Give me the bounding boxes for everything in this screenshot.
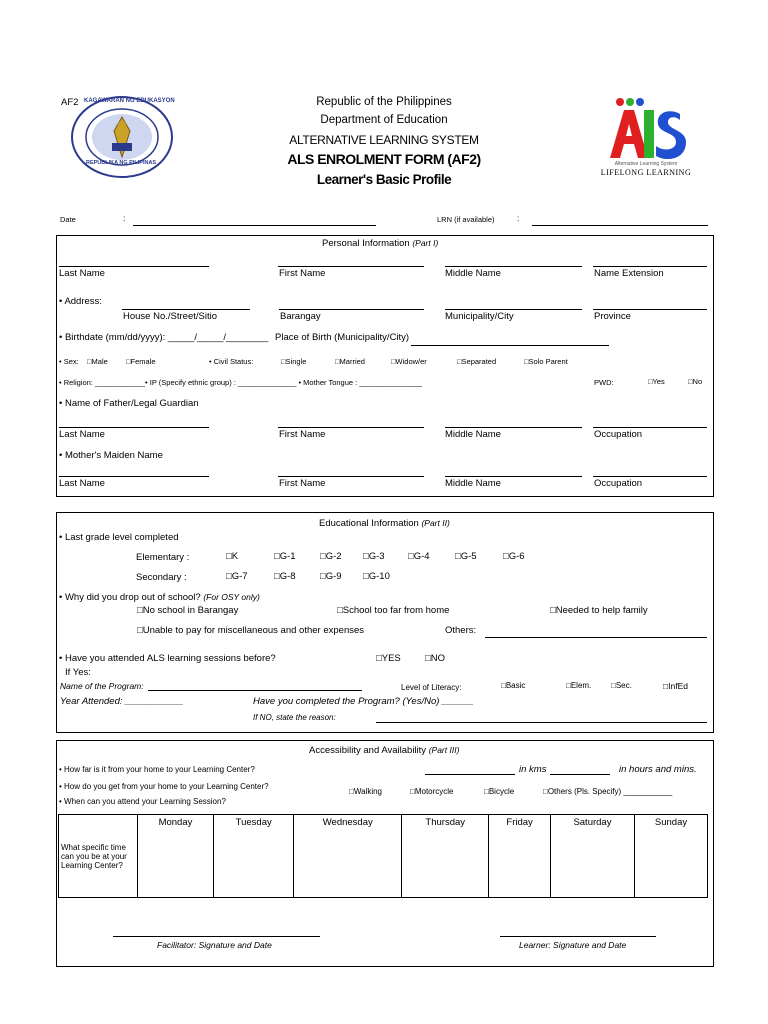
others-transport-checkbox[interactable]: □Others (Pls. Specify) ___________ (543, 787, 673, 796)
literacy-label: Level of Literacy: (401, 683, 462, 692)
header-line3: ALTERNATIVE LEARNING SYSTEM (289, 133, 479, 147)
secondary-label: Secondary : (136, 572, 187, 583)
municipality-label: Municipality/City (445, 311, 514, 322)
part2-title: Educational Information (Part II) (319, 518, 450, 529)
no-school-checkbox[interactable]: □No school in Barangay (137, 605, 239, 616)
civil-status-label: • Civil Status: (209, 357, 254, 366)
middle-name-input[interactable] (445, 266, 582, 267)
unable-pay-checkbox[interactable]: □Unable to pay for miscellaneous and other expenses (137, 625, 365, 636)
completed-field[interactable]: Have you completed the Program? (Yes/No) ______ (253, 696, 474, 707)
name-ext-input[interactable] (593, 266, 707, 267)
attended-label: • Have you attended ALS learning sessions before? (59, 653, 276, 664)
schedule-table (58, 814, 708, 898)
date-label: Date (60, 215, 76, 224)
mother-first-input[interactable] (278, 476, 424, 477)
part1-title: Personal Information (Part I) (322, 238, 439, 249)
guardian-middle-label: Middle Name (445, 429, 501, 440)
address-label: • Address: (59, 296, 102, 307)
if-yes-label: If Yes: (65, 667, 91, 678)
guardian-label: • Name of Father/Legal Guardian (59, 398, 199, 409)
motorcycle-checkbox[interactable]: □Motorcycle (410, 787, 454, 796)
widower-checkbox[interactable]: □Widow/er (391, 357, 427, 366)
guardian-occupation-input[interactable] (593, 427, 707, 428)
grade-5-checkbox[interactable]: □G-5 (455, 551, 477, 562)
schedule-wednesday[interactable]: Wednesday (294, 815, 402, 898)
header-line2: Department of Education (320, 114, 448, 126)
elem-checkbox[interactable]: □Elem. (566, 681, 592, 690)
lrn-input[interactable] (532, 225, 708, 226)
how-far-label: • How far is it from your home to your Learning Center? (59, 765, 255, 774)
guardian-middle-input[interactable] (445, 427, 582, 428)
grade-9-checkbox[interactable]: □G-9 (320, 571, 342, 582)
married-checkbox[interactable]: □Married (335, 357, 365, 366)
learner-label: Learner: Signature and Date (519, 940, 627, 950)
in-kms-label: in kms (519, 764, 547, 775)
als-tagline: LIFELONG LEARNING (600, 168, 692, 177)
time-question-label: What specific time can you be at your Learning Center? (59, 815, 138, 898)
province-input[interactable] (593, 309, 707, 310)
religion-ip-tongue-field[interactable]: • Religion: ____________• IP (Specify ethnic group) : ______________ • Mother Tongue : _______________ (59, 378, 422, 387)
province-label: Province (594, 311, 631, 322)
if-no-label: If NO, state the reason: (253, 713, 336, 722)
if-no-reason-input[interactable] (376, 722, 707, 723)
middle-name-label: Middle Name (445, 268, 501, 279)
municipality-input[interactable] (445, 309, 582, 310)
form-subtitle: Learner's Basic Profile (316, 172, 452, 187)
walking-checkbox[interactable]: □Walking (349, 787, 382, 796)
name-ext-label: Name Extension (594, 268, 664, 279)
barangay-label: Barangay (280, 311, 321, 322)
when-label: • When can you attend your Learning Session? (59, 797, 226, 806)
guardian-occupation-label: Occupation (594, 429, 643, 440)
form-title: ALS ENROLMENT FORM (AF2) (287, 151, 481, 167)
guardian-first-input[interactable] (278, 427, 424, 428)
separated-checkbox[interactable]: □Separated (457, 357, 497, 366)
grade-k-checkbox[interactable]: □K (226, 551, 239, 562)
pwd-no-checkbox[interactable]: □No (688, 377, 703, 386)
pwd-label: PWD: (594, 378, 614, 387)
program-name-input[interactable] (148, 690, 362, 691)
guardian-last-input[interactable] (59, 427, 209, 428)
mother-occupation-input[interactable] (593, 476, 707, 477)
basic-checkbox[interactable]: □Basic (501, 681, 526, 690)
single-checkbox[interactable]: □Single (281, 357, 307, 366)
help-family-checkbox[interactable]: □Needed to help family (550, 605, 648, 616)
grade-2-checkbox[interactable]: □G-2 (320, 551, 342, 562)
seal-bottom-text: REPUBLIKA NG PILIPINAS (86, 160, 157, 166)
grade-1-checkbox[interactable]: □G-1 (274, 551, 296, 562)
others-input[interactable] (485, 637, 707, 638)
too-far-checkbox[interactable]: □School too far from home (337, 605, 450, 616)
mother-last-input[interactable] (59, 476, 209, 477)
facilitator-signature-input[interactable] (113, 936, 320, 937)
barangay-input[interactable] (279, 309, 424, 310)
grade-4-checkbox[interactable]: □G-4 (408, 551, 430, 562)
sec-checkbox[interactable]: □Sec. (611, 681, 632, 690)
how-get-label: • How do you get from your home to your Learning Center? (59, 782, 269, 791)
date-input[interactable] (133, 225, 376, 226)
schedule-friday[interactable]: Friday (489, 815, 550, 898)
house-label: House No./Street/Sitio (123, 311, 217, 322)
year-attended-field[interactable]: Year Attended: ___________ (60, 696, 184, 707)
learner-signature-input[interactable] (500, 936, 656, 937)
solo-parent-checkbox[interactable]: □Solo Parent (524, 357, 568, 366)
guardian-first-label: First Name (279, 429, 326, 440)
schedule-saturday[interactable]: Saturday (550, 815, 634, 898)
grade-7-checkbox[interactable]: □G-7 (226, 571, 248, 582)
deped-seal-icon (70, 95, 174, 179)
part3-title: Accessibility and Availability (Part III) (309, 745, 460, 756)
sex-label: • Sex: (59, 357, 79, 366)
sex-female-checkbox[interactable]: □Female (126, 357, 156, 366)
schedule-monday[interactable]: Monday (138, 815, 214, 898)
lrn-colon: : (517, 213, 520, 223)
first-name-input[interactable] (278, 266, 424, 267)
mother-middle-label: Middle Name (445, 478, 501, 489)
others-label: Others: (445, 625, 477, 636)
grade-6-checkbox[interactable]: □G-6 (503, 551, 525, 562)
mother-occupation-label: Occupation (594, 478, 643, 489)
why-drop-label: • Why did you drop out of school? (For OSY only) (59, 592, 260, 603)
pwd-yes-checkbox[interactable]: □Yes (648, 377, 665, 386)
form-code: AF2 (61, 97, 79, 108)
schedule-sunday[interactable]: Sunday (635, 815, 708, 898)
schedule-tuesday[interactable]: Tuesday (213, 815, 293, 898)
place-of-birth-label: Place of Birth (Municipality/City) (275, 332, 410, 343)
header-line1: Republic of the Philippines (316, 96, 452, 108)
grade-3-checkbox[interactable]: □G-3 (363, 551, 385, 562)
last-grade-label: • Last grade level completed (59, 532, 179, 543)
lrn-label: LRN (if available) (437, 215, 495, 224)
distance-kms-input[interactable] (425, 774, 515, 775)
house-input[interactable] (122, 309, 250, 310)
in-hours-label: in hours and mins. (619, 764, 697, 775)
sex-male-checkbox[interactable]: □Male (87, 357, 108, 366)
mother-last-label: Last Name (59, 478, 105, 489)
distance-time-input[interactable] (550, 774, 610, 775)
date-colon: : (123, 213, 126, 223)
first-name-label: First Name (279, 268, 326, 279)
last-name-label: Last Name (59, 268, 105, 279)
mother-first-label: First Name (279, 478, 326, 489)
seal-top-text: KAGAWARAN NG EDUKASYON (84, 98, 175, 104)
infed-checkbox[interactable]: □InfEd (663, 681, 688, 691)
birthdate-field[interactable]: • Birthdate (mm/dd/yyyy): _____/_____/________ (59, 332, 269, 343)
mother-middle-input[interactable] (445, 476, 582, 477)
program-name-label: Name of the Program: (60, 681, 144, 691)
bicycle-checkbox[interactable]: □Bicycle (484, 787, 515, 796)
attended-no-checkbox[interactable]: □NO (425, 653, 445, 664)
grade-10-checkbox[interactable]: □G-10 (363, 571, 390, 582)
als-logo-small-text: Alternative Learning System (614, 161, 678, 167)
elementary-label: Elementary : (136, 552, 190, 563)
last-name-input[interactable] (59, 266, 209, 267)
mother-label: • Mother's Maiden Name (59, 450, 163, 461)
grade-8-checkbox[interactable]: □G-8 (274, 571, 296, 582)
attended-yes-checkbox[interactable]: □YES (376, 653, 401, 664)
schedule-thursday[interactable]: Thursday (402, 815, 489, 898)
guardian-last-label: Last Name (59, 429, 105, 440)
place-of-birth-input[interactable] (411, 345, 609, 346)
facilitator-label: Facilitator: Signature and Date (157, 940, 272, 950)
